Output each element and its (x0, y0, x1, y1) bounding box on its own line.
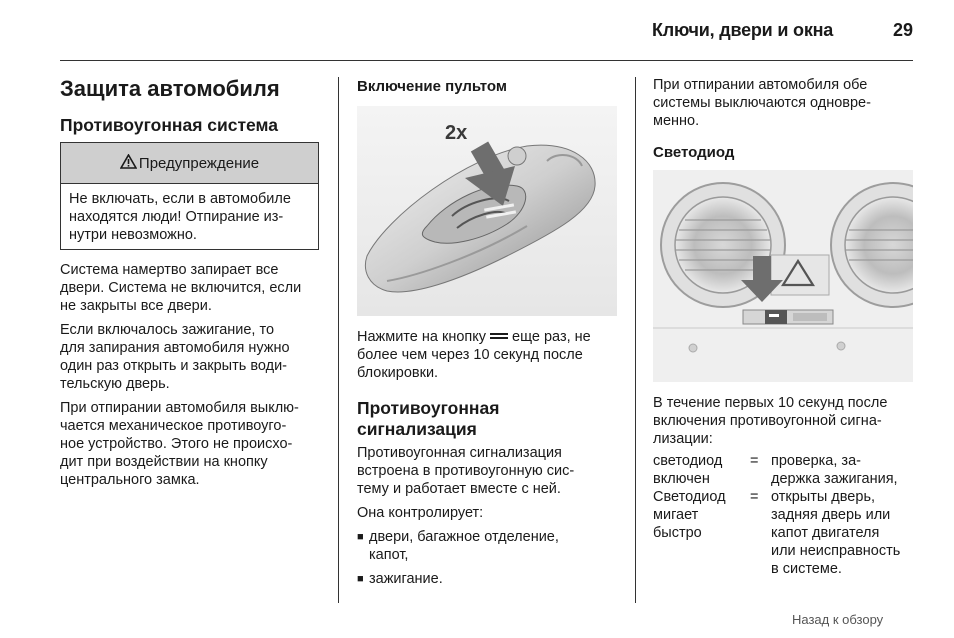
column-1-body (60, 261, 330, 495)
column-divider-2 (635, 77, 636, 603)
led-definitions (653, 452, 921, 578)
warning-header (61, 143, 318, 184)
section-heading: Защита автомобиля (60, 76, 280, 101)
header-divider (60, 60, 913, 61)
warning-text (61, 184, 318, 250)
paragraph: В течение первых 10 секунд после включения противоугонной сигна- лизации: (653, 395, 888, 447)
paragraph: Она контролирует: (357, 505, 484, 522)
column-2-body (357, 328, 627, 588)
paragraph: При отпирании автомобиля выклю- чается механическое противоуго- ное устройство. Этого не происхо- дит при воздействии на кнопку центрального замка. (60, 400, 299, 488)
lock-button-icon (490, 328, 508, 346)
column-3-top (653, 76, 913, 162)
definition-row: светодиод включен = проверка, за- держка зажигания, (653, 453, 898, 487)
bullet-icon: ■ (357, 531, 364, 544)
chapter-title: Ключи, двери и окна (652, 20, 834, 40)
anti-theft-alarm-heading: Противоугонная сигнализация (357, 398, 500, 440)
paragraph: Нажмите на кнопку еще раз, не более чем через 10 секунд после блокировки. (357, 329, 591, 382)
page-number: 29 (893, 20, 914, 40)
warning-triangle-icon (120, 154, 137, 173)
paragraph: Если включалось зажигание, то для запирания автомобиля нужно один раз открыть и закрыть води- тельскую дверь. (60, 322, 290, 392)
paragraph: Противоугонная сигнализация встроена в противоугонную сис- тему и работает вместе с ней. (357, 445, 575, 498)
subsection-heading: Противоугонная система (60, 115, 279, 135)
definition-row: Светодиод мигает быстро = открыты дверь, задняя дверь или капот двигателя или неисправность в системе. (653, 489, 901, 577)
back-to-overview-link[interactable]: Назад к обзору (792, 612, 884, 627)
list-item: ■ зажигание. (357, 571, 443, 588)
list-item: ■ двери, багажное отделение, капот, (357, 529, 559, 564)
warning-title: Предупреждение (138, 154, 260, 172)
warning-line: нутри невозможно. (69, 227, 197, 243)
dashboard-led-illustration (653, 170, 913, 382)
warning-line: Не включать, если в автомобиле (69, 191, 291, 207)
remote-key-illustration (357, 106, 617, 316)
column-divider-1 (338, 77, 339, 603)
warning-line: находятся люди! Отпирание из- (69, 209, 284, 225)
paragraph: При отпирании автомобиля обе системы выключаются одновре- менно. (653, 77, 871, 129)
press-count-label: 2x (445, 122, 468, 144)
remote-activation-heading: Включение пультом (357, 78, 507, 95)
bullet-icon: ■ (357, 573, 364, 586)
warning-box (60, 142, 319, 250)
paragraph: Система намертво запирает все двери. Система не включится, если не закрыты все двери. (60, 262, 302, 314)
led-heading: Светодиод (653, 144, 735, 161)
column-3-body (653, 394, 913, 454)
